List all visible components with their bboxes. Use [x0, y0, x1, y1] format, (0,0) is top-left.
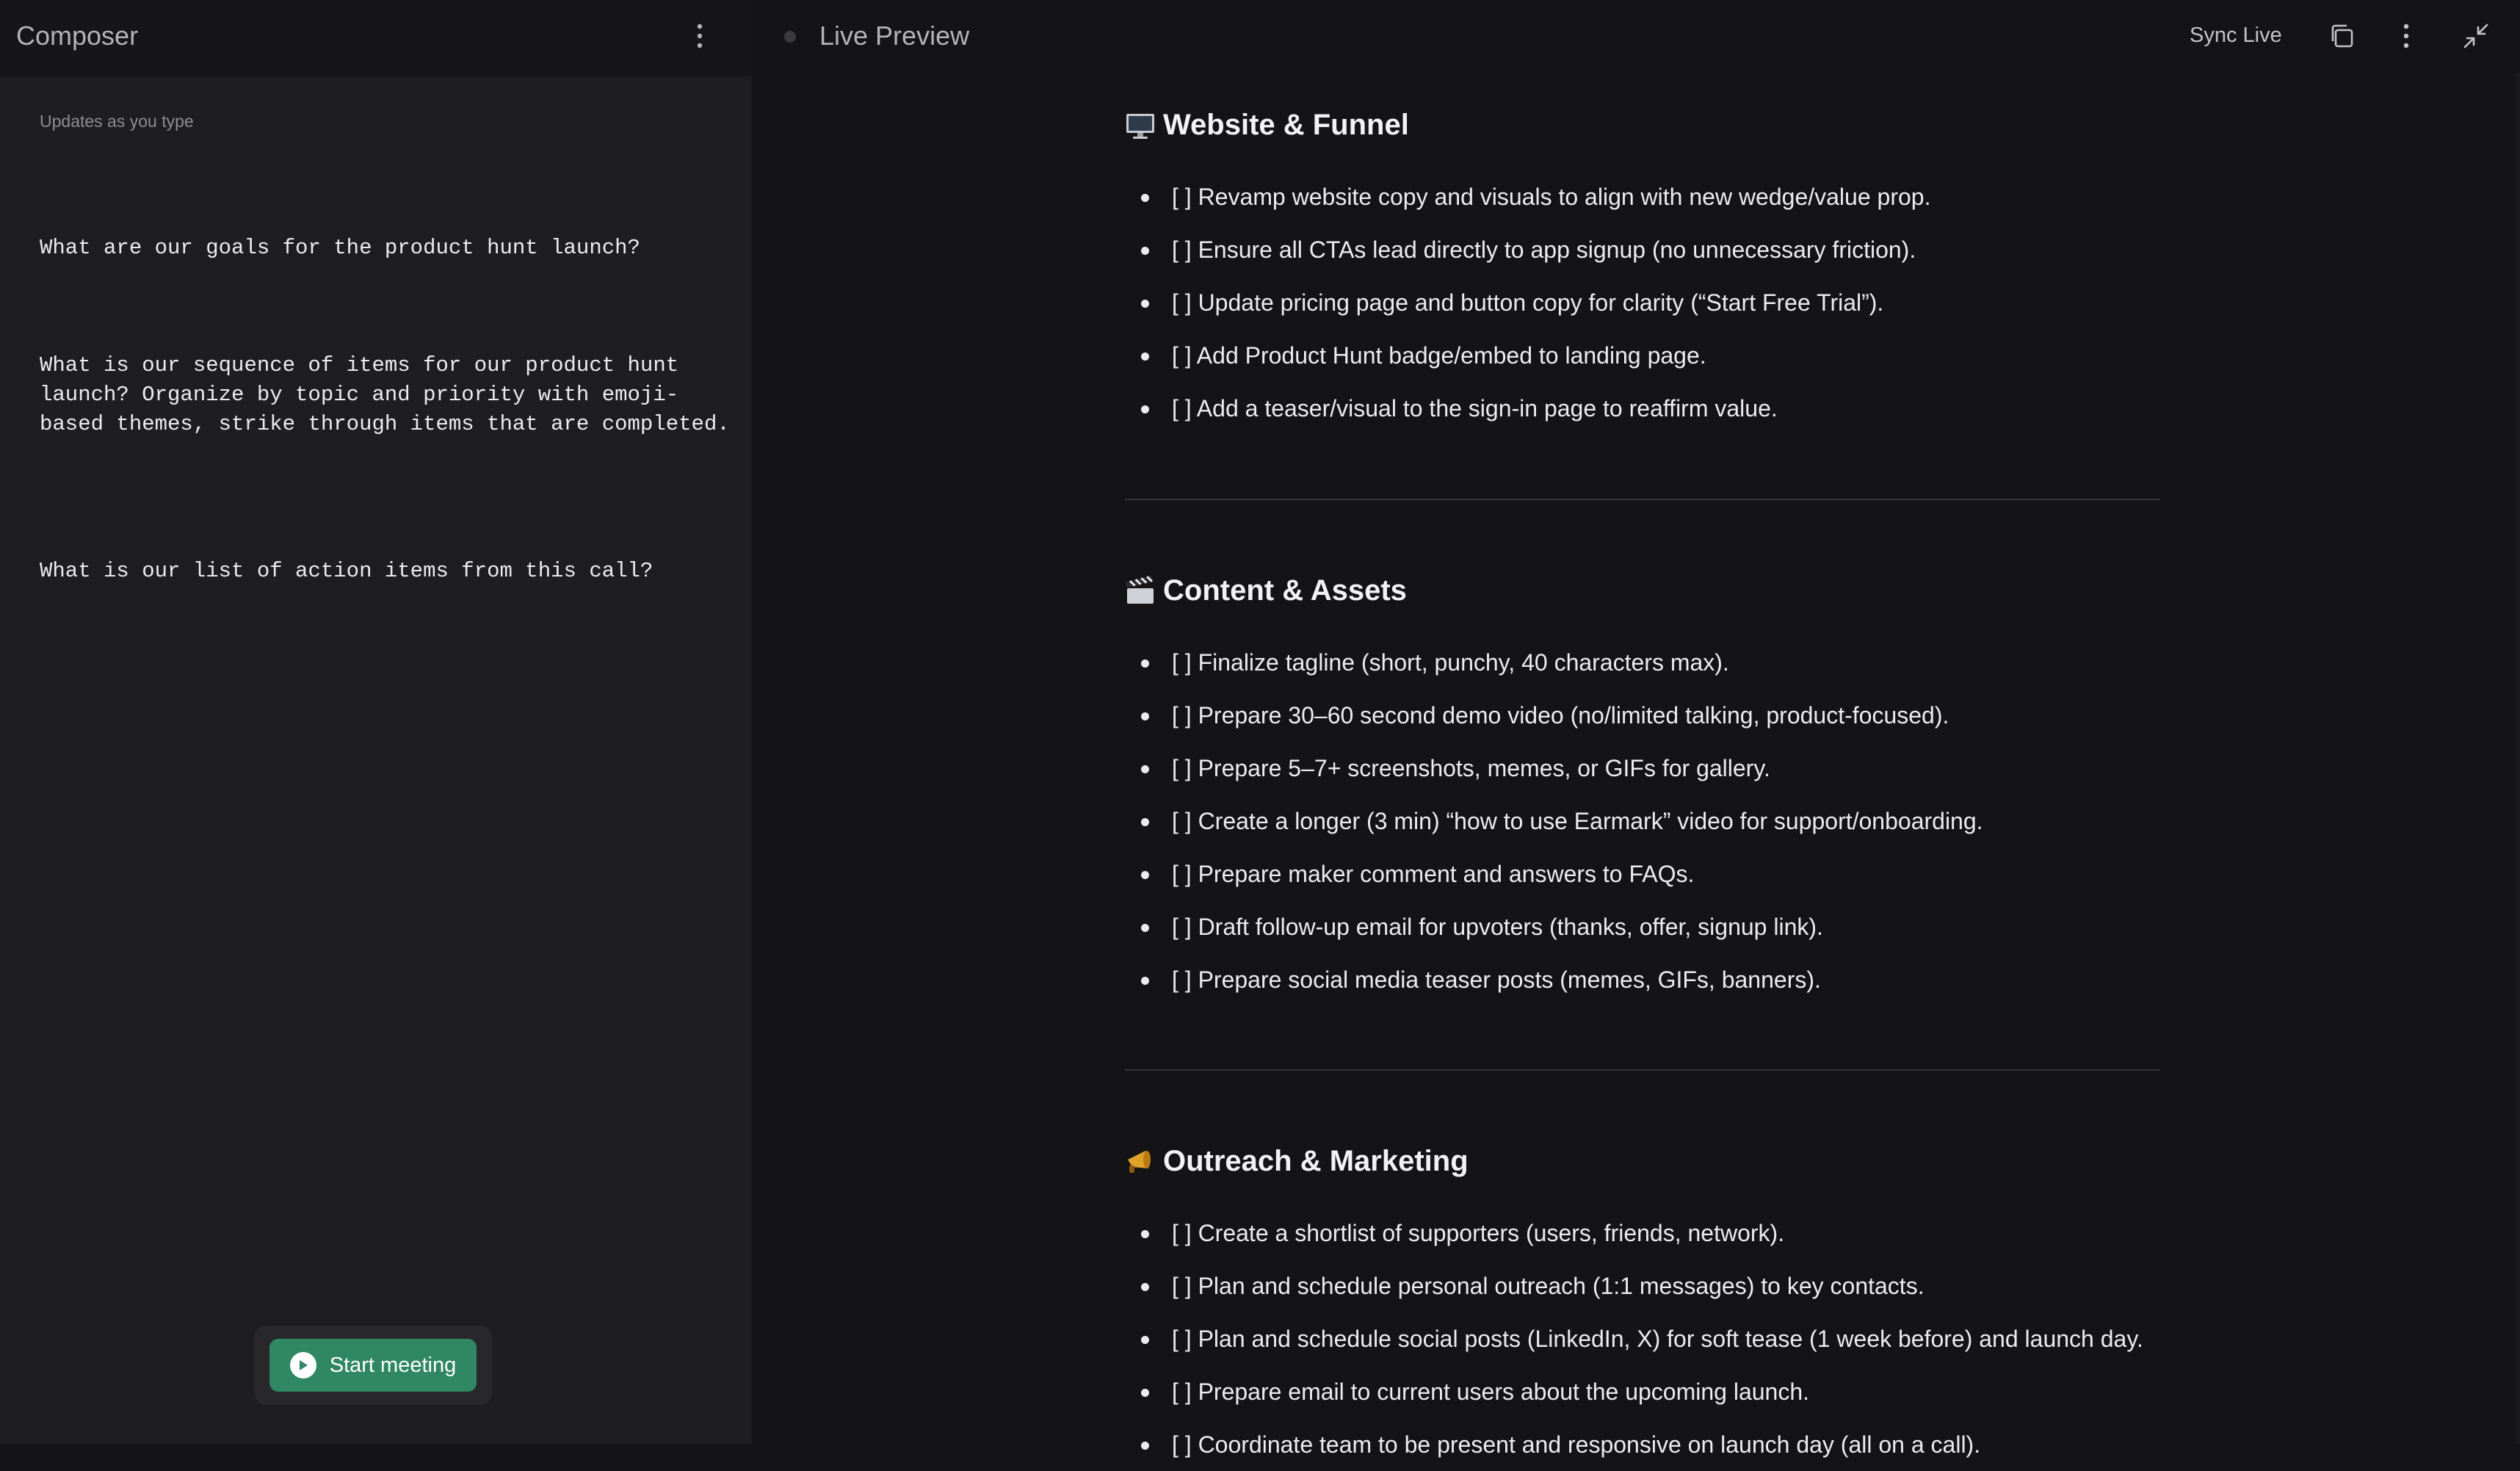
composer-paragraph: What is our sequence of items for our product hunt launch? Organize by topic and priority with emoji-based themes, strike through items that are completed.: [40, 353, 730, 436]
preview-more-options-button[interactable]: [2386, 15, 2427, 57]
section-item-list: [1125, 170, 2160, 435]
start-meeting-label: Start meeting: [329, 1353, 457, 1377]
list-item: [ ] Prepare email to current users about the upcoming launch.: [1125, 1365, 2160, 1418]
status-dot-icon: [784, 31, 796, 43]
desktop-computer-icon: [1125, 110, 1156, 141]
preview-header: [752, 0, 2520, 73]
copy-button[interactable]: [2321, 15, 2362, 57]
composer-more-options-button[interactable]: [679, 15, 720, 57]
collapse-arrows-icon: [2462, 22, 2490, 50]
list-item: [ ] Ensure all CTAs lead directly to app signup (no unnecessary friction).: [1125, 223, 2160, 276]
list-item: [ ] Coordinate team to be present and responsive on launch day (all on a call).: [1125, 1418, 2160, 1471]
preview-scrollbar[interactable]: [2516, 73, 2520, 1444]
list-item: [ ] Create a longer (3 min) “how to use Earmark” video for support/onboarding.: [1125, 795, 2160, 847]
list-item: [ ] Create a shortlist of supporters (users, friends, network).: [1125, 1207, 2160, 1259]
list-item: [ ] Finalize tagline (short, punchy, 40 characters max).: [1125, 636, 2160, 689]
section-divider: [1125, 499, 2160, 500]
section-heading: [1125, 1145, 1469, 1178]
section-heading: [1125, 109, 1409, 142]
section-item-list: [1125, 1207, 2160, 1471]
sync-live-button[interactable]: Sync Live: [2190, 24, 2282, 47]
list-item: [ ] Prepare social media teaser posts (memes, GIFs, banners).: [1125, 953, 2160, 1006]
composer-paragraph: What are our goals for the product hunt launch?: [40, 236, 640, 260]
section-title: Outreach & Marketing: [1163, 1145, 1469, 1177]
composer-panel: [0, 0, 752, 1444]
composer-editor[interactable]: [40, 175, 730, 645]
composer-paragraph: What is our list of action items from this call?: [40, 559, 653, 583]
list-item: [ ] Draft follow-up email for upvoters (thanks, offer, signup link).: [1125, 900, 2160, 953]
megaphone-icon: [1125, 1146, 1156, 1177]
play-icon: [290, 1352, 316, 1378]
composer-hint: Updates as you type: [40, 112, 194, 131]
section-title: Content & Assets: [1163, 574, 1407, 607]
section-divider: [1125, 1069, 2160, 1071]
section-heading: [1125, 574, 1407, 607]
section-title: Website & Funnel: [1163, 109, 1409, 141]
list-item: [ ] Revamp website copy and visuals to align with new wedge/value prop.: [1125, 170, 2160, 223]
list-item: [ ] Prepare maker comment and answers to FAQs.: [1125, 847, 2160, 900]
clapper-board-icon: [1125, 576, 1156, 607]
list-item: [ ] Prepare 5–7+ screenshots, memes, or GIFs for gallery.: [1125, 742, 2160, 795]
section-item-list: [1125, 636, 2160, 1006]
preview-title: Live Preview: [819, 21, 970, 51]
list-item: [ ] Plan and schedule personal outreach (1:1 messages) to key contacts.: [1125, 1259, 2160, 1312]
list-item: [ ] Add Product Hunt badge/embed to landing page.: [1125, 329, 2160, 382]
composer-header: [0, 0, 752, 76]
start-meeting-button[interactable]: [269, 1339, 477, 1392]
vertical-dots-icon: [2403, 24, 2409, 48]
list-item: [ ] Update pricing page and button copy for clarity (“Start Free Trial”).: [1125, 276, 2160, 329]
start-meeting-container: [254, 1326, 492, 1405]
composer-title: Composer: [16, 21, 139, 51]
list-item: [ ] Prepare 30–60 second demo video (no/limited talking, product-focused).: [1125, 689, 2160, 742]
list-item: [ ] Plan and schedule social posts (LinkedIn, X) for soft tease (1 week before) and launch day.: [1125, 1312, 2160, 1365]
copy-icon: [2327, 21, 2356, 51]
collapse-button[interactable]: [2455, 15, 2497, 57]
list-item: [ ] Add a teaser/visual to the sign-in page to reaffirm value.: [1125, 382, 2160, 435]
vertical-dots-icon: [697, 24, 703, 48]
